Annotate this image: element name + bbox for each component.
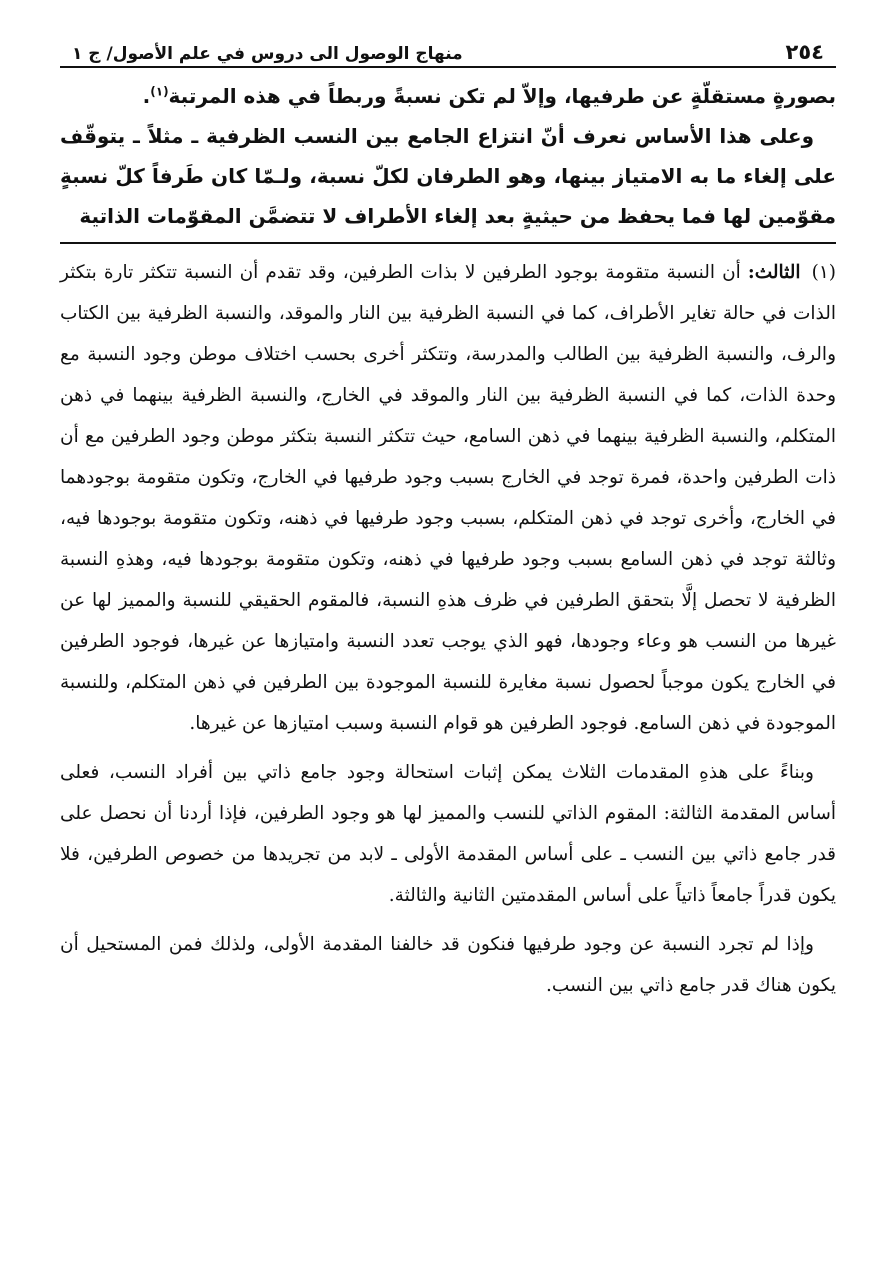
footnote-1-text: أن النسبة متقومة بوجود الطرفين لا بذات الطرفين، وقد تقدم أن النسبة تتكثر تارة بتكثر الذات في حالة تغاير الأطراف، كما في النسبة الظرفية بين النار والموقد، والنسبة الظرفية بين الكتاب والرف، والنسبة الظرفية بين الطالب والمدرسة، وتتكثر أخرى بحسب اختلاف موطن وجود النسبة مع وحدة الذات، كما في النسبة الظرفية بين النار والموقد في الخارج، والنسبة الظرفية بينهما في ذهن المتكلم، والنسبة الظرفية بينهما في ذهن السامع، حيث تتكثر النسبة بتكثر موطن وجود الطرفين مع أن ذات الطرفين واحدة، فمرة توجد في الخارج بسبب وجود طرفيها في الخارج، وتكون متقومة بوجودهما في الخارج، وأخرى توجد في ذهن المتكلم، بسبب وجود طرفيها في ذهنه، وتكون متقومة بوجودها فيه، وثالثة توجد في ذهن السامع بسبب وجود طرفيها في ذهنه، وتكون متقومة بوجودها فيه، وهذهِ النسبة الظرفية لا تحصل إلَّا بتحقق الطرفين في ظرف هذهِ النسبة، فالمقوم الحقيقي للنسبة والمميز لها عن غيرها من النسب هو وعاء وجودها، فهو الذي يوجب تعدد النسبة وامتيازها عن غيرها، فوجود الطرفين في الخارج يكون موجباً لحصول نسبة مغايرة للنسبة الموجودة بين الطرفين في ذهن المتكلم، وللنسبة الموجودة في ذهن السامع. فوجود الطرفين هو قوام النسبة وسبب امتيازها عن غيرها. [60, 262, 836, 734]
main-paragraph-2: وعلى هذا الأساس نعرف أنّ انتزاع الجامع بين النسب الظرفية ـ مثلاً ـ يتوقّف على إلغاء ما به الامتياز بينها، وهو الطرفان لكلّ نسبة، ولـمّا كان طَرفاً كلّ نسبةٍ مقوّمين لها فما يحفظ من حيثيةٍ بعد إلغاء الأطراف لا تتضمَّن المقوّمات الذاتية [60, 124, 836, 228]
footnote-number: (١) [811, 262, 836, 283]
footnote-separator [60, 242, 836, 244]
footnote-1 [60, 252, 836, 744]
main-paragraph-1-end: . [142, 84, 151, 108]
footnotes [60, 252, 836, 1006]
running-title: منهاج الوصول الى دروس في علم الأصول/ ج ١ [72, 44, 463, 64]
footnote-paragraph-3: وإذا لم تجرد النسبة عن وجود طرفيها فنكون قد خالفنا المقدمة الأولى، ولذلك فمن المستحيل أن يكون هناك قدر جامع ذاتي بين النسب. [60, 934, 836, 996]
footnote-marker[interactable]: (١) [150, 84, 169, 99]
footnote-label: الثالث: [747, 262, 801, 283]
main-paragraph-1-text: بصورةٍ مستقلّةٍ عن طرفيها، وإلاّ لم تكن نسبةً وربطاً في هذه المرتبة [168, 84, 836, 108]
main-paragraph-1 [60, 76, 836, 116]
page-header [60, 28, 836, 68]
page-number: ٢٥٤ [785, 40, 824, 64]
main-text [60, 76, 836, 236]
footnote-paragraph-2: وبناءً على هذهِ المقدمات الثلاث يمكن إثبات استحالة وجود جامع ذاتي بين أفراد النسب، فعلى أساس المقدمة الثالثة: المقوم الذاتي للنسب والمميز لها هو وجود الطرفين، فإذا أردنا أن نحصل على قدر جامع ذاتي بين النسب ـ على أساس المقدمة الأولى ـ لابد من تجريدها من خصوص الطرفين، فلا يكون قدراً جامعاً ذاتياً على أساس المقدمتين الثانية والثالثة. [60, 762, 836, 906]
